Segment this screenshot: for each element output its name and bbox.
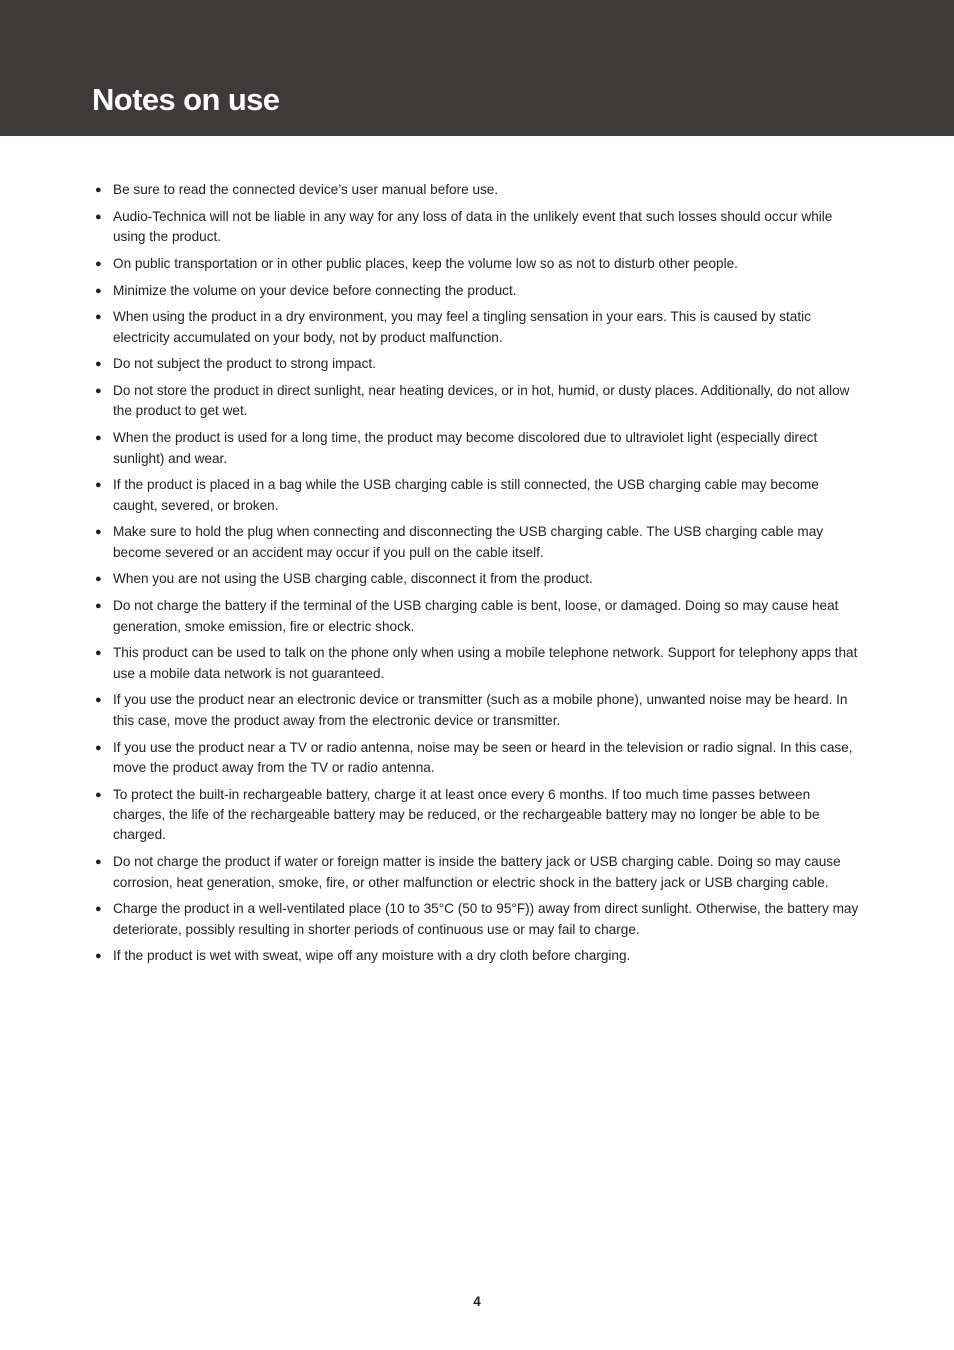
list-item-text: Do not subject the product to strong impact. (113, 356, 376, 372)
bullet-icon: ● (95, 311, 102, 324)
list-item (92, 522, 864, 563)
list-item (92, 899, 864, 940)
list-item-text: This product can be used to talk on the phone only when using a mobile telephone network. Support for telephony apps that use a mobile data network is not guaranteed. (113, 645, 858, 681)
bullet-icon: ● (95, 284, 102, 297)
list-item (92, 281, 864, 301)
list-item-text: Audio-Technica will not be liable in any way for any loss of data in the unlikely event that such losses should occur while using the product. (113, 208, 833, 245)
list-item-text: On public transportation or in other public places, keep the volume low so as not to disturb other people. (113, 255, 738, 271)
list-item-text: If you use the product near a TV or radio antenna, noise may be seen or heard in the television or radio signal. In this case, move the product away from the TV or radio antenna. (113, 739, 853, 775)
list-item (92, 428, 864, 469)
bullet-icon: ● (95, 600, 102, 613)
list-item (92, 307, 864, 348)
list-item (92, 254, 864, 274)
list-item (92, 180, 864, 200)
bullet-icon: ● (95, 856, 102, 869)
bullet-icon: ● (95, 257, 102, 270)
list-item-text: To protect the built-in rechargeable battery, charge it at least once every 6 months. If too much time passes between charges, the life of the rechargeable battery may be reduced, or the rechargeable battery may no longer be able to be charged. (113, 786, 820, 843)
bullet-icon: ● (95, 647, 102, 660)
list-item-text: Do not charge the product if water or foreign matter is inside the battery jack or USB charging cable. Doing so may cause corrosion, heat generation, smoke, fire, or other malfunction or electric shock in the battery jack or USB charging cable. (113, 854, 841, 890)
bullet-icon: ● (95, 903, 102, 916)
list-item-text: Make sure to hold the plug when connecting and disconnecting the USB charging cable. The USB charging cable may become severed or an accident may occur if you pull on the cable itself. (113, 524, 824, 560)
bullet-icon: ● (95, 950, 102, 963)
list-item-text: If the product is placed in a bag while the USB charging cable is still connected, the USB charging cable may become caught, severed, or broken. (113, 477, 819, 513)
list-item-text: Do not charge the battery if the terminal of the USB charging cable is bent, loose, or damaged. Doing so may cause heat generation, smoke emission, fire or electric shock. (113, 598, 839, 634)
list-item (92, 381, 864, 422)
list-item-text: Minimize the volume on your device before connecting the product. (113, 282, 517, 298)
list-item (92, 596, 864, 637)
list-item (92, 785, 864, 846)
list-item-text: When using the product in a dry environment, you may feel a tingling sensation in your ears. This is caused by static electricity accumulated on your body, not by product malfunction. (113, 309, 811, 345)
list-item-text: If the product is wet with sweat, wipe off any moisture with a dry cloth before charging. (113, 948, 631, 964)
bullet-icon: ● (95, 573, 102, 586)
list-item (92, 569, 864, 589)
bullet-icon: ● (95, 788, 102, 801)
bullet-icon: ● (95, 184, 102, 196)
list-item-text: When you are not using the USB charging cable, disconnect it from the product. (113, 571, 593, 587)
bullet-icon: ● (95, 432, 102, 445)
list-item (92, 643, 864, 684)
list-item-text: If you use the product near an electronic device or transmitter (such as a mobile phone), unwanted noise may be heard. In this case, move the product away from the electronic device or transmitter. (113, 692, 848, 728)
list-item (92, 852, 864, 893)
bullet-icon: ● (95, 526, 102, 539)
list-item-text: When the product is used for a long time, the product may become discolored due to ultraviolet light (especially direct sunlight) and wear. (113, 430, 818, 466)
page-title: Notes on use (92, 82, 280, 117)
list-item (92, 738, 864, 779)
list-item-text: Be sure to read the connected device’s user manual before use. (113, 182, 499, 197)
bullet-icon: ● (95, 741, 102, 754)
bullet-icon: ● (95, 479, 102, 492)
page-number: 4 (473, 1294, 481, 1309)
bullet-icon: ● (95, 358, 102, 371)
bullet-icon: ● (95, 210, 102, 223)
header-band (0, 0, 954, 136)
notes-list (92, 180, 864, 973)
list-item-text: Do not store the product in direct sunlight, near heating devices, or in hot, humid, or dusty places. Additionally, do not allow the product to get wet. (113, 383, 850, 419)
list-item (92, 354, 864, 374)
list-item-text: Charge the product in a well-ventilated place (10 to 35°C (50 to 95°F)) away from direct sunlight. Otherwise, the battery may deteriorate, possibly resulting in shorter periods of continuous use or may fail to charge. (113, 901, 859, 937)
list-item (92, 690, 864, 731)
bullet-icon: ● (95, 385, 102, 398)
bullet-icon: ● (95, 694, 102, 707)
list-item (92, 946, 864, 966)
list-item (92, 207, 864, 248)
list-item (92, 475, 864, 516)
